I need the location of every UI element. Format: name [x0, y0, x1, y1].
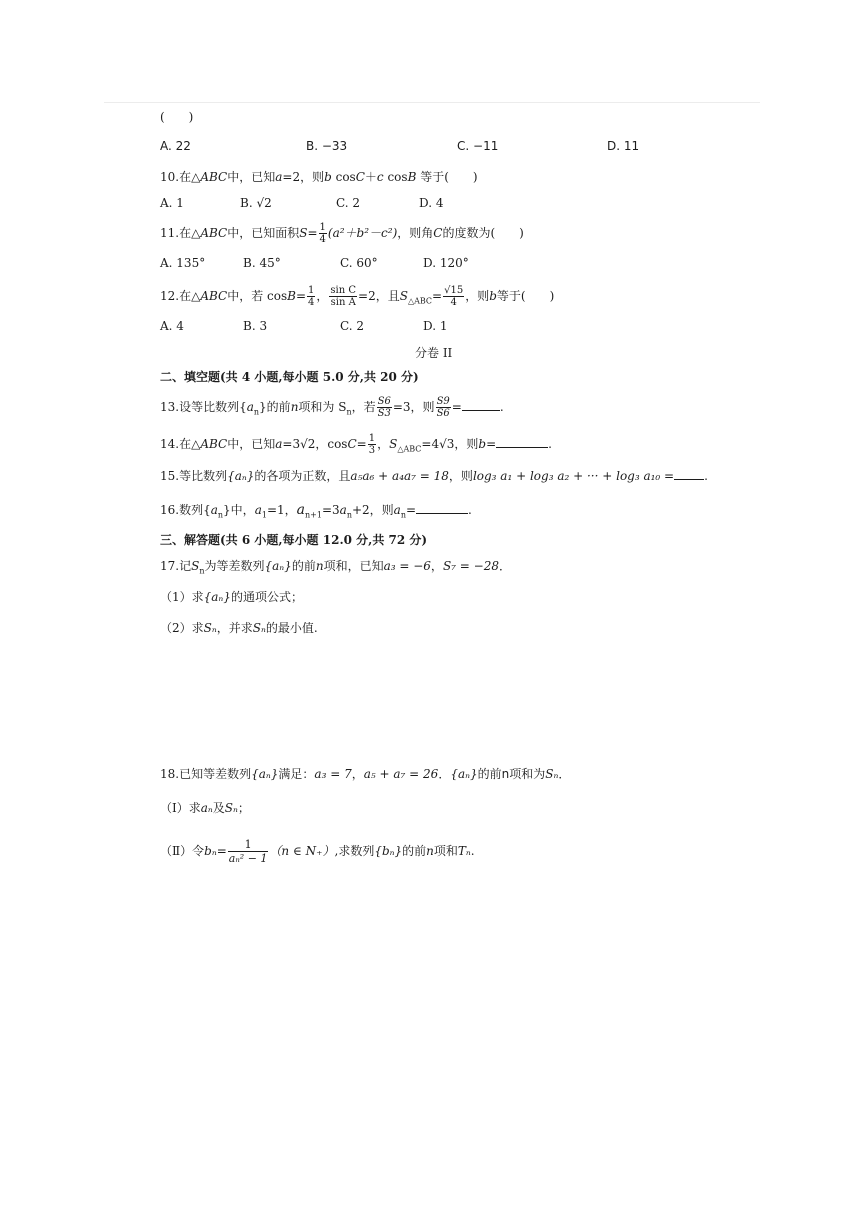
- q14-f-num: 1: [368, 433, 376, 444]
- q12-number: 12.: [160, 289, 180, 303]
- q11-text-c: ，则角: [397, 226, 434, 240]
- q12-f1-num: 1: [308, 285, 315, 296]
- q16-a-sub: n: [217, 510, 224, 520]
- q14-fraction: [368, 433, 376, 456]
- q9-option-c: C. −11: [457, 139, 499, 153]
- q18-stem: [160, 765, 570, 783]
- q15-seq: {aₙ}: [227, 469, 255, 483]
- q16-stem: [160, 501, 472, 519]
- q12-text-d: 等于( ): [496, 289, 555, 303]
- q17-p2-S1: Sₙ: [203, 621, 217, 635]
- q18-p1-c: ；: [237, 801, 250, 815]
- q9-option-d: D. 11: [607, 139, 640, 153]
- q11-text-d: 的度数为( ): [442, 226, 524, 240]
- q14-S: S: [389, 437, 398, 451]
- q17-cond1: a₃ = −6: [383, 559, 431, 573]
- q18-number: 18.: [160, 767, 180, 781]
- q13-number: 13.: [160, 400, 180, 414]
- q10-stem: [160, 168, 478, 186]
- q12-eq2: =2，且: [358, 289, 400, 303]
- q11-text-b: 中，已知面积: [227, 226, 300, 240]
- q17-p2-S2: Sₙ: [252, 621, 266, 635]
- q17-number: 17.: [160, 559, 180, 573]
- q15-text-b: 的各项为正数，且: [254, 469, 351, 483]
- q9-option-b: B. −33: [306, 139, 348, 153]
- q16-an2-sub: n: [400, 510, 406, 520]
- q18-Sn: Sₙ: [545, 767, 559, 781]
- q12-stem: [160, 285, 554, 308]
- q14-text-e: =4√3，则: [421, 437, 479, 451]
- q17-cond2: S₇ = −28: [442, 559, 499, 573]
- q17-part-1: [160, 588, 303, 606]
- q14-eq: =: [356, 437, 367, 451]
- q18-p2-seq: {bₙ}: [374, 844, 403, 858]
- q17-text-c: 的前: [291, 559, 316, 573]
- q17-S: S: [191, 559, 200, 573]
- q10-plus: ＋: [364, 170, 377, 184]
- q12-option-a: A. 4: [160, 319, 184, 333]
- q18-f-den: aₙ² − 1: [228, 852, 268, 865]
- q17-p1-b: 的通项公式；: [230, 590, 303, 604]
- q11-expr: (a²＋b²－c²): [327, 226, 398, 240]
- q18-fraction: [228, 838, 269, 865]
- q11-frac-den: 4: [319, 234, 326, 245]
- q16-an2: a: [393, 503, 401, 517]
- q14-text-a: 在△: [179, 437, 201, 451]
- q14-stem: [160, 433, 552, 456]
- q13-n: n: [290, 400, 299, 414]
- q15-text-c: ，则: [448, 469, 473, 483]
- q18-p2-d: 项和: [433, 844, 458, 858]
- q11-triangle: ABC: [200, 226, 228, 240]
- q17-p1-seq: {aₙ}: [203, 590, 231, 604]
- q17-text-a: 记: [179, 559, 192, 573]
- q12-triangle: ABC: [200, 289, 228, 303]
- q11-fraction: [319, 222, 327, 245]
- q18-p2-b: ,求数列: [334, 844, 375, 858]
- q12-text-a: 在△: [179, 289, 201, 303]
- q14-text-f: =: [486, 437, 497, 451]
- q10-expr-b: b: [324, 170, 332, 184]
- q12-fraction-1: [307, 285, 315, 308]
- q16-number: 16.: [160, 503, 180, 517]
- q13-f1-den: S3: [377, 408, 391, 419]
- q16-text-a: 数列{: [179, 503, 211, 517]
- q18-end: ．: [558, 767, 571, 781]
- q10-expr-B: B: [407, 170, 417, 184]
- q13-f1-num: S6: [377, 396, 391, 407]
- q13-a: a: [246, 400, 254, 414]
- q11-option-a: A. 135°: [160, 256, 206, 270]
- q16-a1-sub: 1: [261, 510, 267, 520]
- q10-text-a: 在△: [179, 170, 201, 184]
- q12-b: b: [489, 289, 497, 303]
- q18-p2-bn: bₙ: [204, 844, 217, 858]
- section-label: 分卷 II: [415, 346, 453, 360]
- q11-number: 11.: [160, 226, 180, 240]
- q14-text-d: ，: [377, 437, 390, 451]
- q13-fraction-2: [436, 396, 451, 419]
- q12-eq3: =: [432, 289, 443, 303]
- q18-p2-end: .: [470, 844, 475, 858]
- q18-p2-c: 的前: [402, 844, 427, 858]
- q16-answer-blank[interactable]: [416, 501, 468, 514]
- q17-part-2: [160, 619, 318, 637]
- q15-end: .: [704, 469, 708, 483]
- q16-a1: a: [254, 503, 262, 517]
- q18-text-a: 已知等差数列: [179, 767, 252, 781]
- q18-text-d: 的前: [477, 767, 502, 781]
- q14-text-c: =3√2，cos: [282, 437, 348, 451]
- q13-answer-blank[interactable]: [462, 398, 500, 411]
- q11-S: S: [299, 226, 308, 240]
- q15-cond: a₅a₆ + a₄a₇ = 18: [350, 469, 449, 483]
- q16-text-d: =3: [321, 503, 340, 517]
- q15-stem: [160, 467, 708, 485]
- q18-f-num: 1: [228, 838, 269, 852]
- q17-p1-a: （1）求: [160, 590, 204, 604]
- q15-number: 15.: [160, 469, 180, 483]
- q18-part-2: [160, 838, 475, 865]
- q12-fraction-2: [329, 285, 357, 308]
- q18-p2-n: n: [426, 844, 434, 858]
- q12-eq1: =: [295, 289, 307, 303]
- q14-C: C: [347, 437, 357, 451]
- q11-option-b: B. 45°: [243, 256, 281, 270]
- q12-option-b: B. 3: [243, 319, 268, 333]
- q12-S-sub: △ABC: [407, 296, 433, 306]
- q14-S-sub: △ABC: [397, 444, 422, 454]
- q18-p2-cond: （n ∈ N₊）: [269, 844, 335, 858]
- q12-B: B: [287, 289, 296, 303]
- q10-number: 10.: [160, 170, 180, 184]
- q18-cond2: a₅ + a₇ = 26: [363, 767, 439, 781]
- q9-paren: ( ): [160, 110, 194, 124]
- q10-triangle: ABC: [200, 170, 228, 184]
- q14-triangle: ABC: [200, 437, 228, 451]
- q10-text-c: =2，则: [282, 170, 325, 184]
- q13-a-sub: n: [253, 407, 260, 417]
- q14-end: .: [548, 437, 552, 451]
- q18-p1-Sn: Sₙ: [224, 801, 238, 815]
- q14-number: 14.: [160, 437, 180, 451]
- q12-f2-den: sin A: [330, 297, 356, 308]
- q14-b: b: [478, 437, 487, 451]
- q13-end: .: [499, 400, 504, 414]
- q11-frac-num: 1: [319, 222, 326, 233]
- q17-p2-b: ，并求: [216, 621, 253, 635]
- q10-option-c: C. 2: [336, 196, 361, 210]
- q14-f-den: 3: [368, 445, 376, 456]
- q17-text-b: 为等差数列: [204, 559, 265, 573]
- q10-option-b: B. √2: [240, 196, 272, 210]
- q18-p2-Tn: Tₙ: [457, 844, 471, 858]
- q12-f3-den: 4: [450, 297, 457, 308]
- q14-text-b: 中，已知: [227, 437, 276, 451]
- q16-an1: a: [296, 502, 305, 518]
- q10-text-b: 中，已知: [227, 170, 276, 184]
- q12-f2-num: sin C: [330, 285, 357, 296]
- q15-text-a: 等比数列: [179, 469, 228, 483]
- q13-text-a: 设等比数列{: [179, 400, 247, 414]
- q12-option-d: D. 1: [423, 319, 448, 333]
- q16-end: .: [468, 503, 472, 517]
- q17-stem: [160, 557, 511, 575]
- q17-end: ．: [498, 559, 511, 573]
- q15-expr: log₃ a₁ + log₃ a₂ + ··· + log₃ a₁₀ =: [472, 469, 675, 483]
- q18-text-c: ．: [438, 767, 451, 781]
- q12-option-c: C. 2: [340, 319, 365, 333]
- q14-answer-blank[interactable]: [496, 435, 548, 448]
- q18-n: n: [501, 767, 510, 781]
- q17-text-d: 项和，已知: [323, 559, 384, 573]
- q9-option-a: A. 22: [160, 139, 191, 153]
- q17-n: n: [315, 559, 324, 573]
- q13-text-d: ，若: [351, 400, 376, 414]
- q10-cos1: cos: [331, 170, 356, 184]
- q13-text-f: =: [451, 400, 462, 414]
- q16-text-f: =: [405, 503, 417, 517]
- top-divider: [104, 102, 760, 103]
- q12-comma: ，: [316, 289, 329, 303]
- q16-a: a: [210, 503, 218, 517]
- q17-sep: ，: [430, 559, 443, 573]
- q17-seq: {aₙ}: [264, 559, 292, 573]
- q11-option-c: C. 60°: [340, 256, 378, 270]
- q16-an-sub: n: [346, 510, 352, 520]
- q12-S: S: [399, 289, 408, 303]
- q17-p2-c: 的最小值.: [265, 621, 318, 635]
- q16-text-b: }中，: [223, 503, 255, 517]
- q11-stem: [160, 222, 524, 245]
- q12-text-c: ，则: [465, 289, 490, 303]
- q10-cos2: cos: [383, 170, 408, 184]
- q12-f3-num: √15: [444, 285, 464, 296]
- q18-text-b: 满足：: [278, 767, 315, 781]
- q10-var-a: a: [275, 170, 283, 184]
- q14-a: a: [275, 437, 283, 451]
- q18-p1-an: aₙ: [200, 801, 213, 815]
- q11-text-a: 在△: [179, 226, 201, 240]
- q10-option-a: A. 1: [160, 196, 184, 210]
- q13-fraction-1: [377, 396, 392, 419]
- q13-f2-den: S6: [436, 408, 450, 419]
- q18-p2-eq: =: [216, 844, 227, 858]
- q12-text-b: 中，若 cos: [227, 289, 288, 303]
- q18-p2-a: （Ⅱ）令: [160, 844, 205, 858]
- q10-expr-C: C: [355, 170, 365, 184]
- q16-an: a: [339, 503, 347, 517]
- section-2-header: 二、填空题(共 4 小题,每小题 5.0 分,共 20 分): [160, 370, 419, 384]
- q11-C: C: [433, 226, 443, 240]
- q13-f2-num: S9: [436, 396, 450, 407]
- q18-seq: {aₙ}: [251, 767, 279, 781]
- q13-text-b: }的前: [259, 400, 291, 414]
- q18-cond1: a₃ = 7: [314, 767, 352, 781]
- q16-text-c: =1，: [266, 503, 297, 517]
- q18-seq2: {aₙ}: [450, 767, 478, 781]
- q18-text-e: 项和为: [509, 767, 546, 781]
- q12-f1-den: 4: [308, 297, 315, 308]
- q13-text-c: 项和为 S: [298, 400, 347, 414]
- q13-text-e: =3，则: [392, 400, 435, 414]
- q18-p1-a: （Ⅰ）求: [160, 801, 201, 815]
- q18-sep: ，: [351, 767, 364, 781]
- q13-stem: [160, 396, 504, 419]
- q11-eq: =: [307, 226, 318, 240]
- q17-S-sub: n: [199, 566, 205, 576]
- section-3-header: 三、解答题(共 6 小题,每小题 12.0 分,共 72 分): [160, 533, 428, 547]
- q12-fraction-3: [443, 285, 464, 308]
- q13-S-sub: n: [346, 407, 352, 417]
- q16-an1-sub: n+1: [305, 510, 322, 520]
- q10-text-d: 等于( ): [416, 170, 478, 184]
- q16-text-e: +2，则: [351, 503, 394, 517]
- q18-p1-b: 及: [212, 801, 225, 815]
- q10-option-d: D. 4: [419, 196, 444, 210]
- q18-part-1: [160, 799, 250, 817]
- q15-answer-blank[interactable]: [674, 467, 704, 480]
- q10-expr-c: c: [376, 170, 384, 184]
- q11-option-d: D. 120°: [423, 256, 469, 270]
- q17-p2-a: （2）求: [160, 621, 204, 635]
